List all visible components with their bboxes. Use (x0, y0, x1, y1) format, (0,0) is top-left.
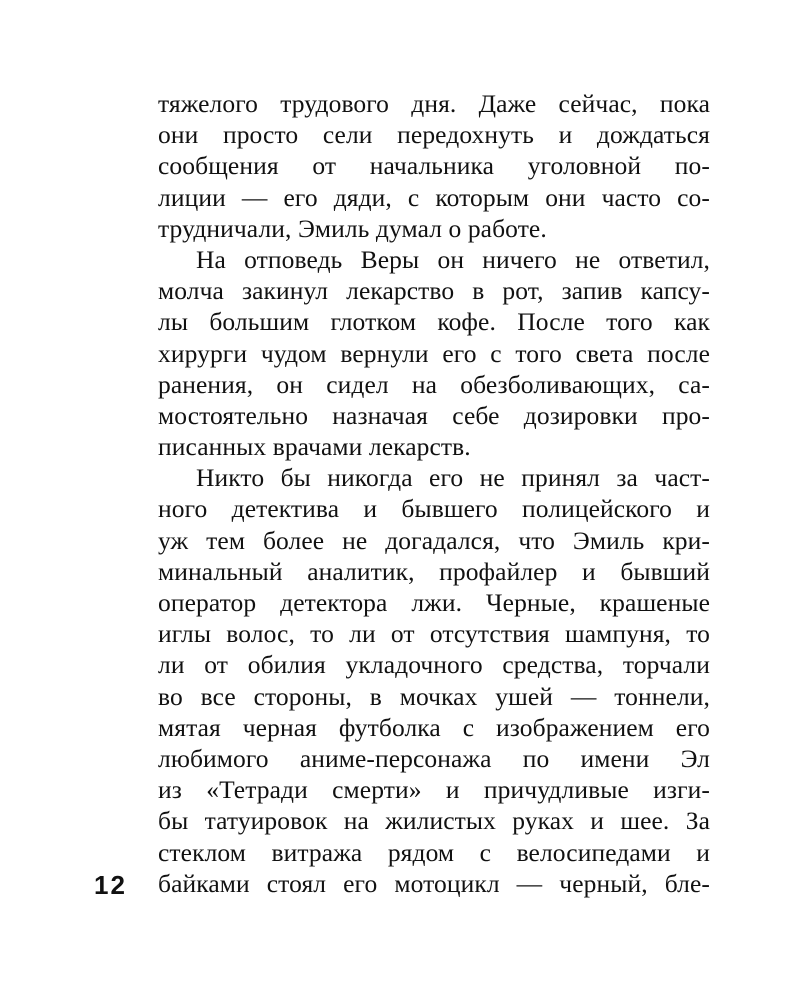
text-line: ранения, он сидел на обезболивающих, са- (158, 369, 710, 399)
paragraph-start-line: Никто бы никогда его не принял за част- (196, 463, 710, 493)
text-line: трудничали, Эмиль думал о работе. (158, 213, 547, 243)
text-line: лиции — его дяди, с которым они часто со- (158, 182, 710, 212)
text-line: ного детектива и бывшего полицейского и (158, 494, 710, 524)
text-line: они просто сели передохнуть и дождаться (158, 120, 710, 150)
text-line: сообщения от начальника уголовной по- (158, 151, 710, 181)
text-line: из «Тетради смерти» и причудливые изги- (158, 775, 710, 805)
text-line: любимого аниме-персонажа по имени Эл (158, 743, 710, 773)
text-line: бы татуировок на жилистых руках и шее. За (158, 806, 710, 836)
text-line: стеклом витража рядом с велосипедами и (158, 837, 710, 867)
text-line: тяжелого трудового дня. Даже сейчас, пока (158, 89, 710, 118)
text-line: байками стоял его мотоцикл — черный, бле- (158, 868, 710, 898)
page-number: 12 (94, 870, 127, 900)
text-line: мятая черная футболка с изображением его (158, 712, 710, 742)
text-line: оператор детектора лжи. Черные, крашеные (158, 588, 710, 617)
text-line: лы большим глотком кофе. После того как (158, 307, 710, 337)
text-line: иглы волос, то ли от отсутствия шампуня, то (158, 619, 710, 649)
text-line: во все стороны, в мочках ушей — тоннели, (158, 681, 710, 711)
paragraph-start-line: На отповедь Веры он ничего не ответил, (196, 244, 710, 274)
body-text (158, 88, 710, 899)
text-line: уж тем более не догадался, что Эмиль кри- (158, 525, 710, 555)
text-line: мостоятельно назначая себе дозировки про- (158, 400, 710, 430)
text-line: молча закинул лекарство в рот, запив капсу- (158, 276, 710, 306)
text-line: хирурги чудом вернули его с того света после (158, 338, 710, 368)
text-line: писанных врачами лекарств. (158, 432, 471, 462)
text-line: минальный аналитик, профайлер и бывший (158, 556, 710, 586)
text-line: ли от обилия укладочного средства, торчали (158, 650, 710, 680)
